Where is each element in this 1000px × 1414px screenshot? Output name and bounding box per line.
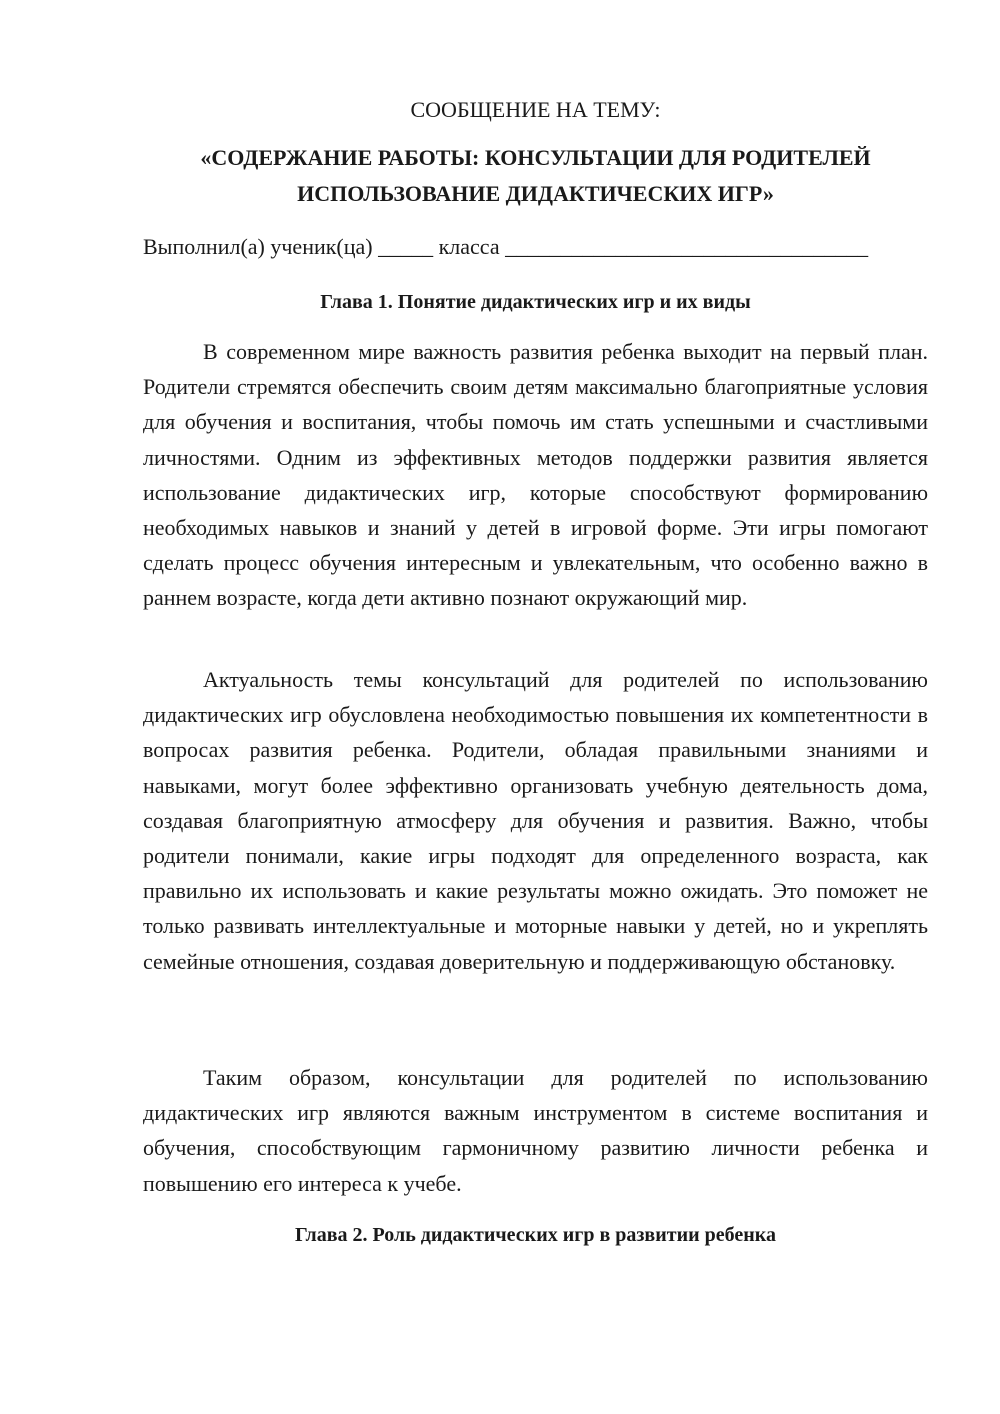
author-line: Выполнил(а) ученик(ца) _____ класса _________________________________ (143, 234, 869, 259)
paragraph-1: В современном мире важность развития ребенка выходит на первый план. Родители стремятся обеспечить своим детям максимально благоприятные условия для обучения и воспитания, чтобы помочь им стать успешными и счастливыми личностями. Одним из эффективных методов поддержки развития является использование дидактических игр, которые способствуют формированию необходимых навыков и знаний у детей в игровой форме. Эти игры помогают сделать процесс обучения интересным и увлекательным, что особенно важно в раннем возрасте, когда дети активно познают окружающий мир. (143, 339, 928, 611)
paragraph-3: Таким образом, консультации для родителей по использованию дидактических игр являются важным инструментом в системе воспитания и обучения, способствующим гармоничному развитию личности ребенка и повышению его интереса к учебе. (143, 1065, 928, 1196)
paragraph-2: Актуальность темы консультаций для родителей по использованию дидактических игр обусловлена необходимостью повышения их компетентности в вопросах развития ребенка. Родители, обладая правильными знаниями и навыками, могут более эффективно организовать учебную деятельность дома, создавая благоприятную атмосферу для обучения и развития. Важно, чтобы родители понимали, какие игры подходят для определенного возраста, как правильно их использовать и какие результаты можно ожидать. Это поможет не только развивать интеллектуальные и моторные навыки у детей, но и укреплять семейные отношения, создавая доверительную и поддерживающую обстановку. (143, 667, 928, 974)
chapter-2-title: Глава 2. Роль дидактических игр в развитии ребенка (295, 1224, 776, 1246)
document-subtitle: СООБЩЕНИЕ НА ТЕМУ: (410, 97, 661, 122)
document-title-line-1: «СОДЕРЖАНИЕ РАБОТЫ: КОНСУЛЬТАЦИИ ДЛЯ РОДИТЕЛЕЙ (200, 145, 871, 170)
document-title-line-2: ИСПОЛЬЗОВАНИЕ ДИДАКТИЧЕСКИХ ИГР» (297, 181, 774, 206)
chapter-1-title: Глава 1. Понятие дидактических игр и их виды (320, 291, 751, 313)
document-title (143, 140, 928, 212)
